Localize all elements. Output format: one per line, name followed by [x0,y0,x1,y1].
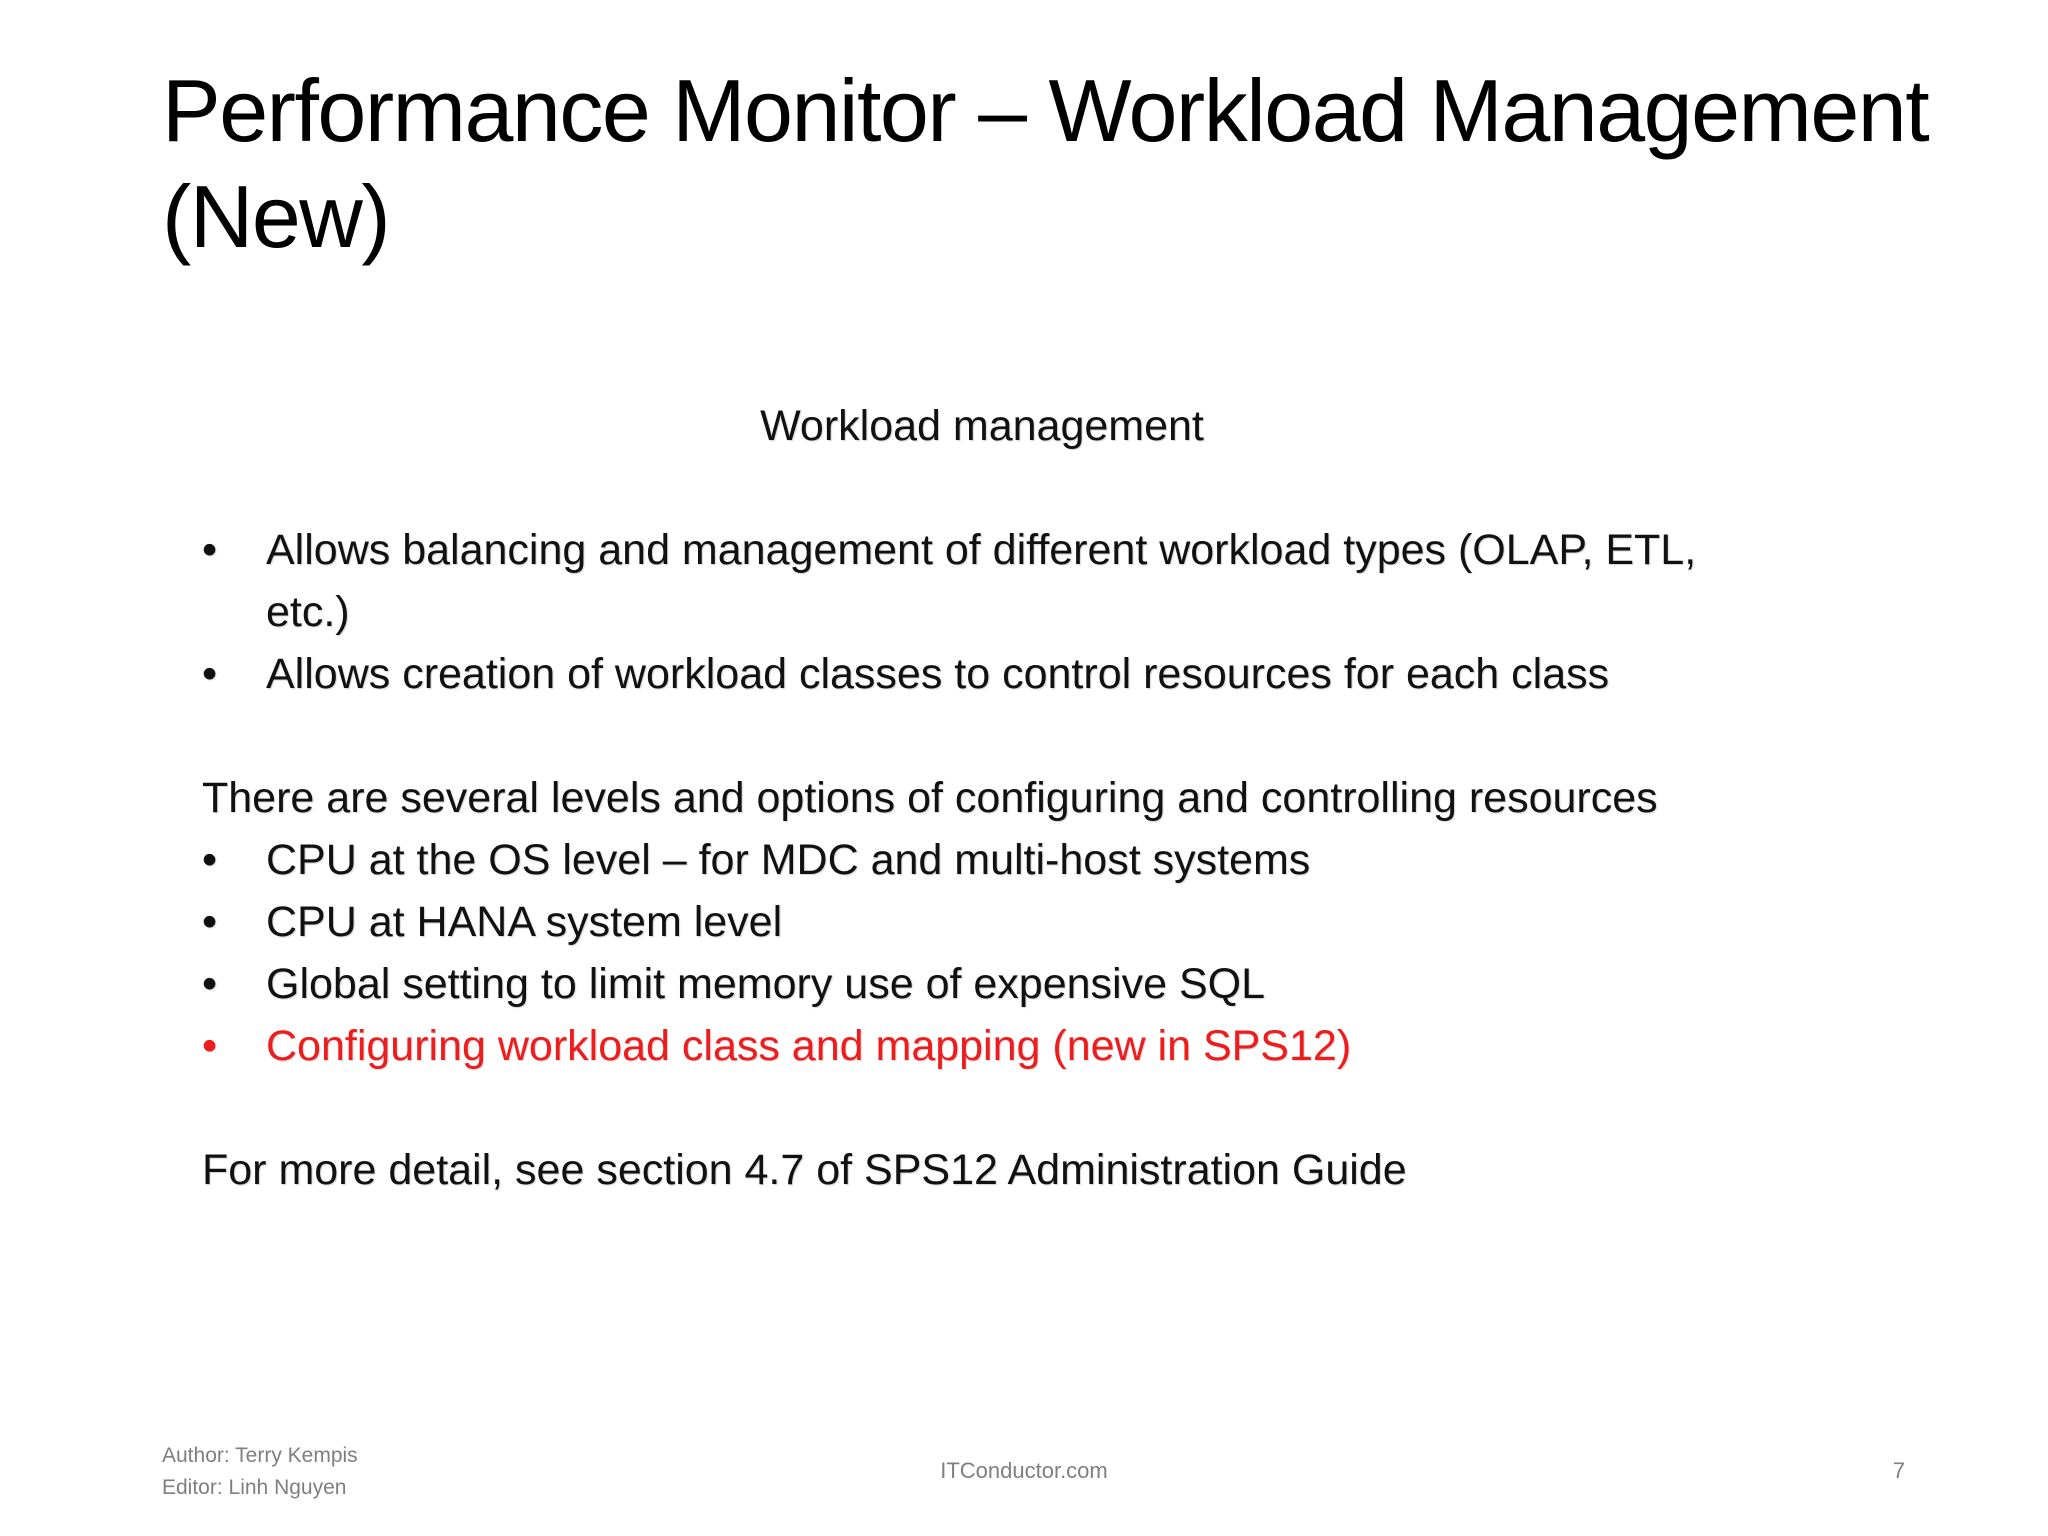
bullet-icon: • [202,526,218,574]
bullet-icon: • [202,960,218,1008]
slide-title: Performance Monitor – Workload Management (New) [162,61,1929,266]
list-item-text: Configuring workload class and mapping (new in SPS12) [266,1022,1352,1070]
levels-paragraph: There are several levels and options of configuring and controlling resources [202,774,1658,822]
list-item-text: CPU at the OS level – for MDC and multi-host systems [266,836,1311,884]
list-item [202,953,1762,1015]
list-item [202,643,1762,705]
list-item-text: Global setting to limit memory use of expensive SQL [266,960,1265,1008]
list-item-highlighted [202,1015,1762,1077]
bullet-icon: • [202,650,218,698]
slide-body [202,395,1762,1201]
footer-site: ITConductor.com [940,1458,1108,1483]
closing-note: For more detail, see section 4.7 of SPS12 Administration Guide [202,1146,1407,1194]
bullet-icon: • [202,898,218,946]
bullet-icon: • [202,836,218,884]
section-subheading: Workload management [760,402,1204,450]
page-number: 7 [1892,1458,1905,1483]
list-item-text: Allows creation of workload classes to control resources for each class [266,650,1610,698]
bullet-list-features [202,519,1762,705]
list-item-text: Allows balancing and management of different workload types (OLAP, ETL, etc.) [266,526,1697,636]
bullet-list-levels [202,829,1762,1077]
list-item [202,891,1762,953]
list-item [202,829,1762,891]
footer-author: Author: Terry Kempis [162,1444,358,1467]
bullet-icon: • [202,1022,218,1070]
footer-editor: Editor: Linh Nguyen [162,1476,347,1499]
list-item-text: CPU at HANA system level [266,898,783,946]
list-item [202,519,1762,643]
